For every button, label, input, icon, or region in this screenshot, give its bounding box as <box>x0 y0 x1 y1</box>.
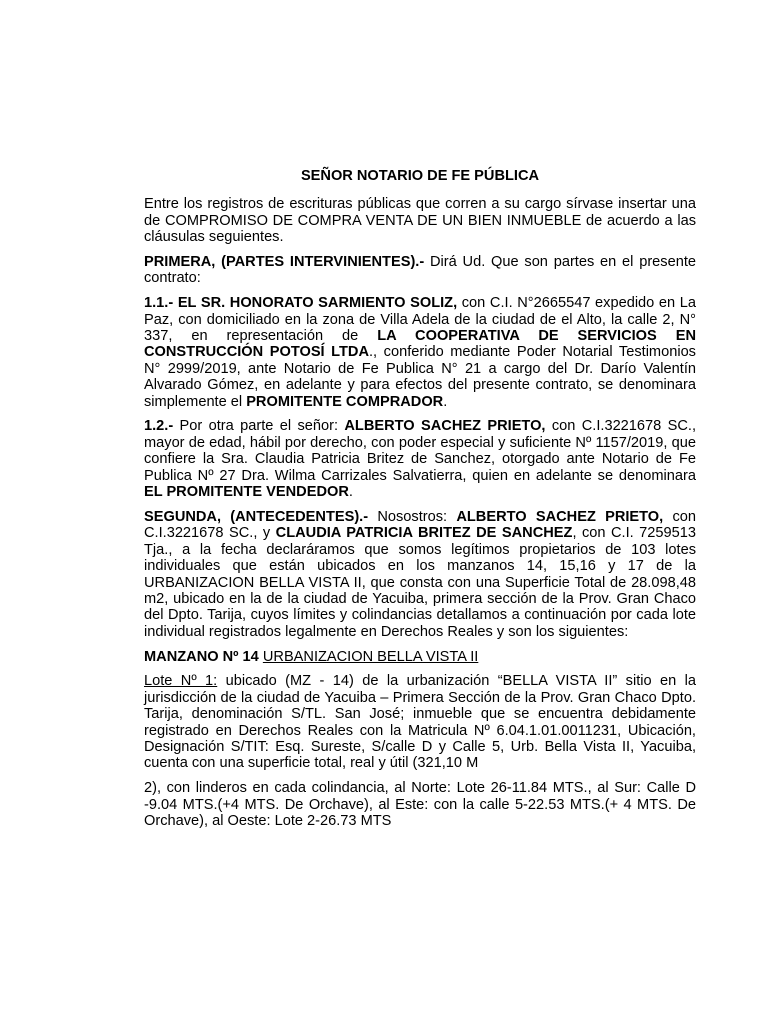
clause-1-2-text: Por otra parte el señor: <box>173 418 345 435</box>
manzano-label: MANZANO Nº 14 <box>144 648 259 665</box>
document-title: SEÑOR NOTARIO DE FE PÚBLICA <box>300 168 540 184</box>
lote-1-paragraph <box>144 673 696 771</box>
clause-1-2 <box>144 418 696 500</box>
clause-primera-heading: PRIMERA, (PARTES INTERVINIENTES).- <box>144 254 425 271</box>
clause-segunda <box>144 509 696 640</box>
seller-name: ALBERTO SACHEZ PRIETO, <box>344 418 546 435</box>
clause-1-2-heading: 1.2.- <box>144 418 174 435</box>
clause-1-1-heading: 1.1.- EL SR. HONORATO SARMIENTO SOLIZ, <box>144 295 458 312</box>
manzano-name: URBANIZACION BELLA VISTA II <box>262 648 479 665</box>
linderos-paragraph: 2), con linderos en cada colindancia, al Norte: Lote 26-11.84 MTS., al Sur: Calle D -9.04 MTS.(+4 MTS. De Orchave), al Este: con la calle 5-22.53 MTS.(+ 4 MTS. De Orchave), al Oeste: Lote 2-26.73 MTS <box>144 780 696 829</box>
lote-1-text: ubicado (MZ - 14) de la urbanización “BELLA VISTA II” sitio en la jurisdicción de la ciudad de Yacuiba – Primera Sección de la Prov. Gran Chaco Dpto. Tarija, denominación S/TL. San José; inmueble que se encuentra debidamente registrado en Derechos Reales con la Matricula Nº 6.04.1.01.0011231, Ubicación, Designación S/TIT: Esq. Sureste, S/calle D y Calle 5, Urb. Bella Vista II, Yacuiba, cuenta con una superficie total, real y útil (321,10 M <box>144 673 696 772</box>
manzano-heading <box>144 649 696 665</box>
clause-1-1-text: ., conferido mediante Poder Notarial Testimonios N° 2999/2019, ante Notario de Fe Publica N° 21 a cargo del Dr. Darío Valentín Alvarado Gómez, en adelante y para efectos del presente contrato, se denominara simplemente el <box>144 344 696 410</box>
clause-1-2-text: con C.I.3221678 SC., mayor de edad, hábil por derecho, con poder especial y suficiente Nº 1157/2019, que confiere la Sra. Claudia Patricia Britez de Sanchez, otorgado ante Notario de Fe Publica Nº 27 Dra. Wilma Carrizales Salvatierra, quien en adelante se denominara <box>144 418 697 484</box>
lote-1-label: Lote Nº 1: <box>144 673 218 690</box>
owner-name: CLAUDIA PATRICIA BRITEZ DE SANCHEZ <box>275 525 573 542</box>
clause-segunda-text: con C.I.3221678 SC., y <box>144 508 696 542</box>
document-page <box>144 168 696 838</box>
clause-1-1 <box>144 295 696 410</box>
intro-paragraph: Entre los registros de escrituras públicas que corren a su cargo sírvase insertar una de COMPROMISO DE COMPRA VENTA DE UN BIEN INMUEBLE de acuerdo a las cláusulas seguientes. <box>144 196 696 246</box>
clause-primera-text: Dirá Ud. Que son partes en el presente contrato: <box>144 254 696 287</box>
promitente-comprador: PROMITENTE COMPRADOR <box>246 393 444 410</box>
clause-segunda-text: , con C.I. 7259513 Tja., a la fecha declaráramos que somos legítimos propietarios de 103 lotes individuales que están ubicados en los manzanos 14, 15,16 y 17 de la URBANIZACION BELLA VISTA II, que consta con una Superficie Total de 28.098,48 m2, ubicado en la de la ciudad de Yacuiba, primera sección de la Prov. Gran Chaco del Dpto. Tarija, cuyos límites y colindancias detallamos a continuación por cada lote individual registrados legalmente en Derechos Reales y son los siguientes: <box>144 525 696 640</box>
promitente-vendedor: EL PROMITENTE VENDEDOR <box>144 484 349 501</box>
clause-segunda-heading: SEGUNDA, (ANTECEDENTES).- <box>144 508 369 525</box>
clause-1-1-text: . <box>443 393 448 410</box>
clause-primera <box>144 254 696 287</box>
owner-name: ALBERTO SACHEZ PRIETO, <box>456 508 664 525</box>
cooperative-name: LA COOPERATIVA DE SERVICIOS EN CONSTRUCCIÓN POTOSÍ LTDA <box>144 328 696 361</box>
clause-segunda-text: Nosostros: <box>368 508 457 525</box>
clause-1-2-text: . <box>348 484 353 501</box>
clause-1-1-text: con C.I. N°2665547 expedido en La Paz, con domiciliado en la zona de Villa Adela de la ciudad de el Alto, la calle 2, N° 337, en representación de <box>144 295 697 345</box>
